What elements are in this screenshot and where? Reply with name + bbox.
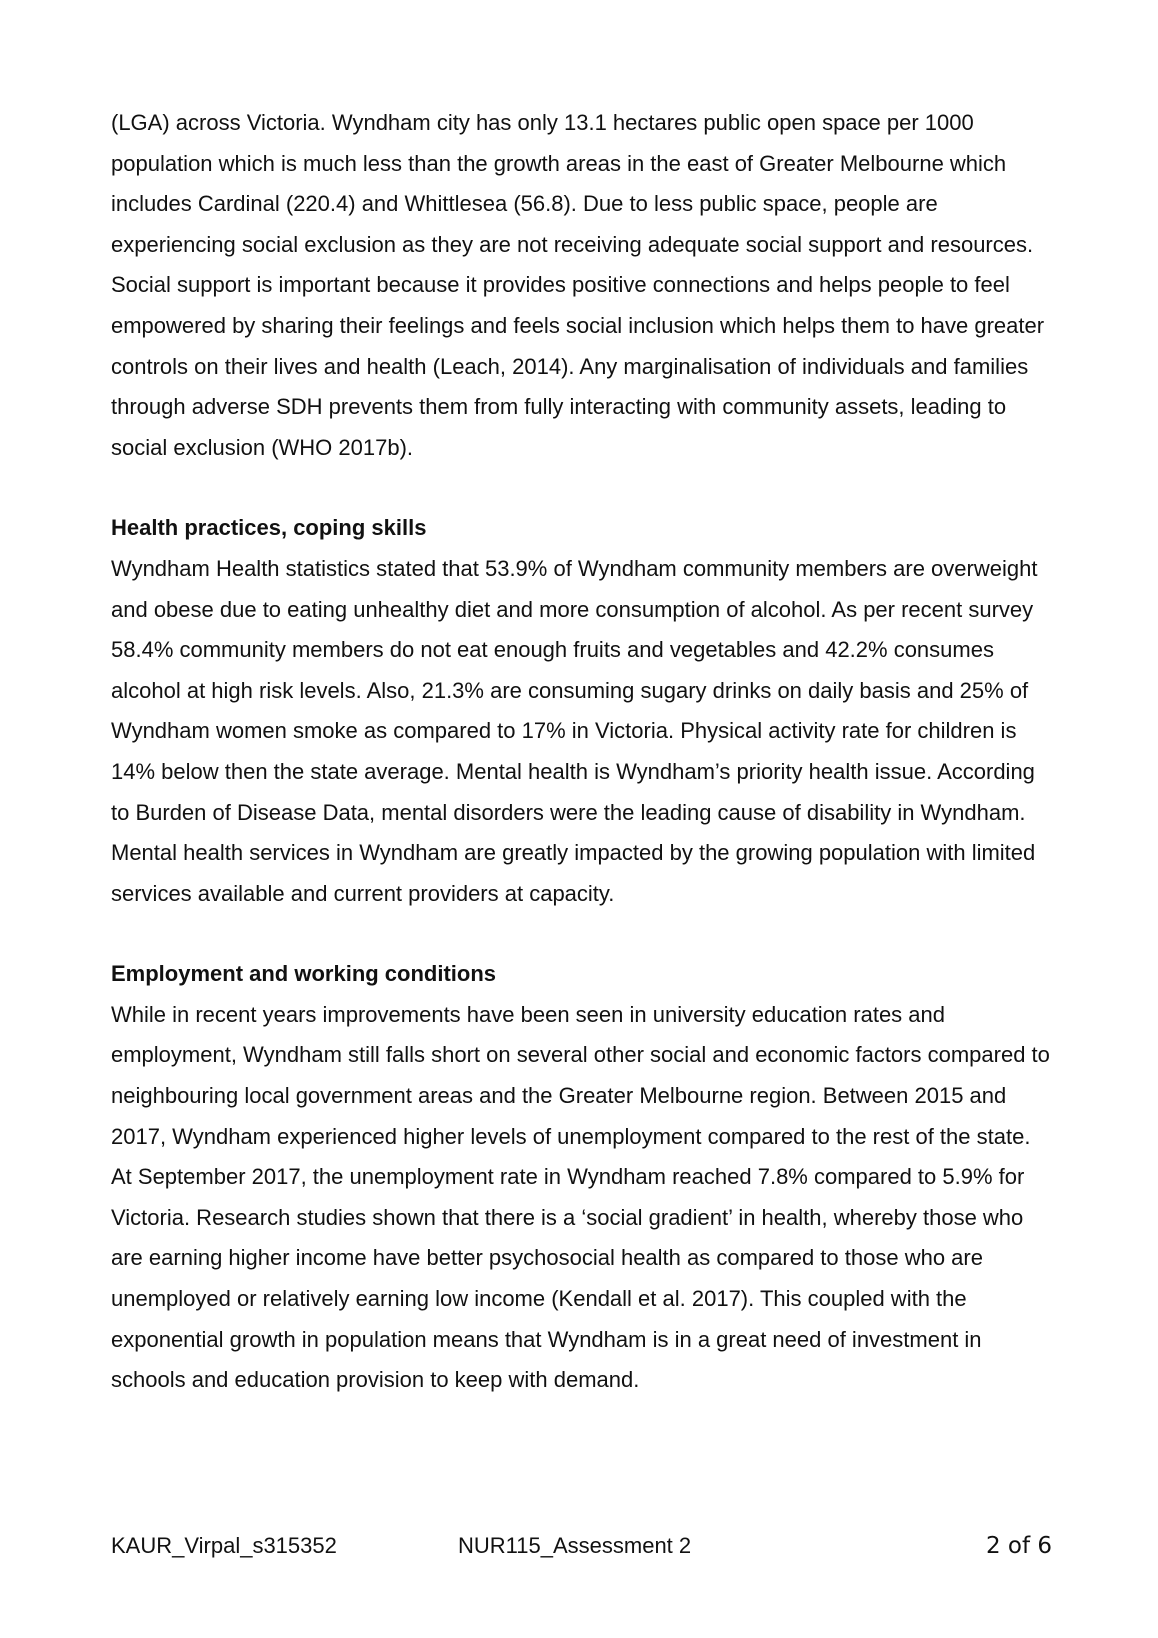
section-heading-employment: Employment and working conditions bbox=[111, 961, 497, 987]
footer-course: NUR115_Assessment 2 bbox=[458, 1533, 692, 1558]
footer-student-id: KAUR_Virpal_s315352 bbox=[111, 1533, 337, 1558]
intro-paragraph: (LGA) across Victoria. Wyndham city has only 13.1 hectares public open space per 1000 population which is much less than the growth areas in the east of Greater Melbourne which includes Cardinal (220.4) and Whittlesea (56.8). Due to less public space, people are experiencing social exclusion as they are not receiving adequate social support and resources. Social support is important because it provides positive connections and helps people to feel empowered by sharing their feelings and feels social inclusion which helps them to have greater controls on their lives and health (Leach, 2014). Any marginalisation of individuals and families through adverse SDH prevents them from fully interacting with community assets, leading to social exclusion (WHO 2017b). bbox=[111, 110, 1045, 460]
section-body-employment: While in recent years improvements have been seen in university education rates and employment, Wyndham still falls short on several other social and economic factors compared to neighbouring local government areas and the Greater Melbourne region. Between 2015 and 2017, Wyndham experienced higher levels of unemployment compared to the rest of the state. At September 2017, the unemployment rate in Wyndham reached 7.8% compared to 5.9% for Victoria. Research studies shown that there is a ‘social gradient’ in health, whereby those who are earning higher income have better psychosocial health as compared to those who are unemployed or relatively earning low income (Kendall et al. 2017). This coupled with the exponential growth in population means that Wyndham is in a great need of investment in schools and education provision to keep with demand. bbox=[111, 1001, 1050, 1393]
footer-page-number: 2 of 6 bbox=[985, 1533, 1052, 1559]
page-footer bbox=[111, 1530, 1056, 1562]
document-page bbox=[111, 103, 1056, 1401]
section-heading-health-practices: Health practices, coping skills bbox=[111, 515, 427, 541]
section-body-health-practices: Wyndham Health statistics stated that 53.9% of Wyndham community members are overweight and obese due to eating unhealthy diet and more consumption of alcohol. As per recent survey 58.4% community members do not eat enough fruits and vegetables and 42.2% consumes alcohol at high risk levels. Also, 21.3% are consuming sugary drinks on daily basis and 25% of Wyndham women smoke as compared to 17% in Victoria. Physical activity rate for children is 14% below then the state average. Mental health is Wyndham’s priority health issue. According to Burden of Disease Data, mental disorders were the leading cause of disability in Wyndham. Mental health services in Wyndham are greatly impacted by the growing population with limited services available and current providers at capacity. bbox=[111, 555, 1038, 906]
